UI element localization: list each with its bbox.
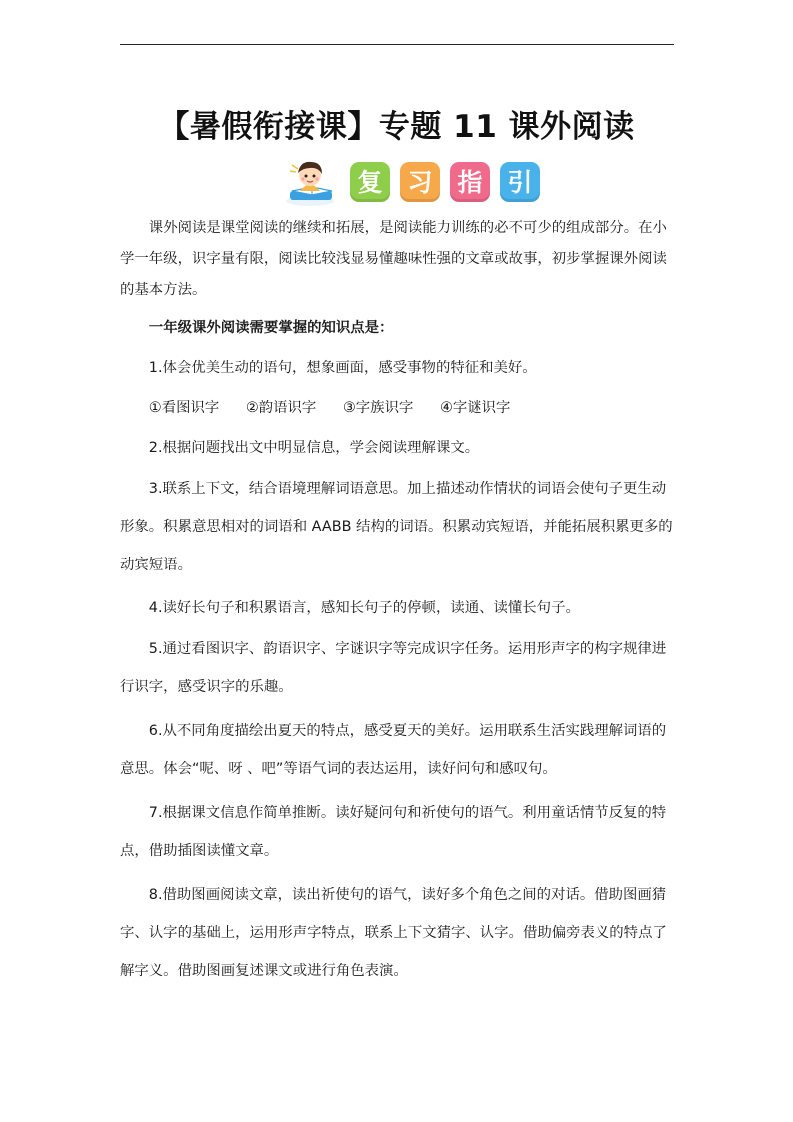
method-item: ③字族识字 xyxy=(342,400,414,416)
intro-paragraph: 课外阅读是课堂阅读的继续和拓展，是阅读能力训练的必不可少的组成部分。在小学一年级，识字量有限，阅读比较浅显易懂趣味性强的文章或故事，初步掌握课外阅读的基本方法。 xyxy=(120,220,667,298)
literacy-methods xyxy=(120,393,680,424)
student-reading-icon xyxy=(284,157,340,207)
review-guide-banner xyxy=(284,157,550,207)
point-4: 4.读好长句子和积累语言，感知长句子的停顿，读通、读懂长句子。 xyxy=(148,600,580,616)
point-5: 5.通过看图识字、韵语识字、字谜识字等完成识字任务。运用形声字的构字规律进行识字，感受识字的乐趣。 xyxy=(120,641,667,695)
document-body xyxy=(120,213,680,990)
header-rule xyxy=(120,44,674,45)
page-title: 【暑假衔接课】专题 11 课外阅读 xyxy=(158,109,635,145)
point-1: 1.体会优美生动的语句，想象画面，感受事物的特征和美好。 xyxy=(148,360,537,376)
point-3: 3.联系上下文，结合语境理解词语意思。加上描述动作情状的词语会使句子更生动形象。积累意思相对的词语和 AABB 结构的词语。积累动宾短语，并能拓展积累更多的动宾短语。 xyxy=(120,481,673,573)
guide-char-fu: 复 xyxy=(350,162,390,202)
method-item: ④字谜识字 xyxy=(439,400,511,416)
guide-char-zhi: 指 xyxy=(450,162,490,202)
point-7: 7.根据课文信息作简单推断。读好疑问句和祈使句的语气。利用童话情节反复的特点，借助插图读懂文章。 xyxy=(120,805,667,859)
point-6: 6.从不同角度描绘出夏天的特点，感受夏天的美好。运用联系生活实践理解词语的意思。体会“呢、呀 、吧”等语气词的表达运用，读好问句和感叹句。 xyxy=(120,723,667,777)
guide-char-yin: 引 xyxy=(500,162,540,202)
point-2: 2.根据问题找出文中明显信息，学会阅读理解课文。 xyxy=(148,440,480,456)
knowledge-heading: 一年级课外阅读需要掌握的知识点是： xyxy=(148,320,394,336)
guide-char-xi: 习 xyxy=(400,162,440,202)
point-8: 8.借助图画阅读文章，读出祈使句的语气，读好多个角色之间的对话。借助图画猜字、认字的基础上，运用形声字特点，联系上下文猜字、认字。借助偏旁表义的特点了解字义。借助图画复述课文或进行角色表演。 xyxy=(120,887,667,979)
method-item: ①看图识字 xyxy=(148,400,220,416)
method-item: ②韵语识字 xyxy=(245,400,317,416)
